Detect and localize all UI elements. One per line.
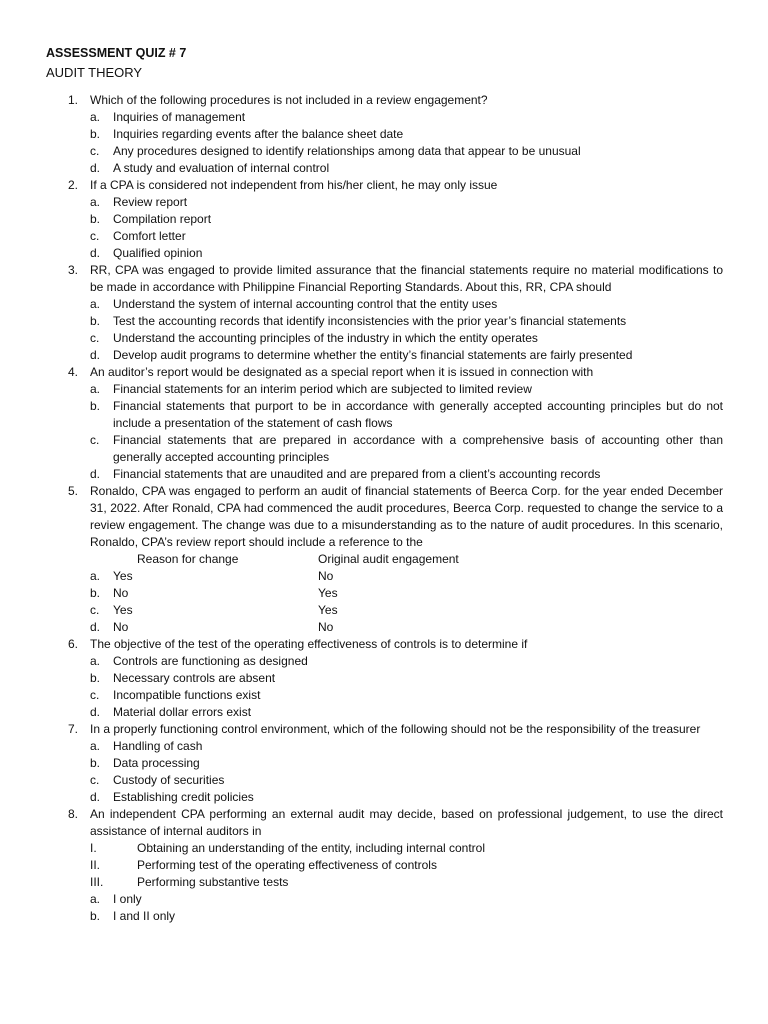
option-letter: b. [90, 671, 101, 685]
option-text: Understand the accounting principles of the industry in which the entity operates [113, 331, 538, 345]
column-header-original: Original audit engagement [318, 552, 459, 566]
option-text: Data processing [113, 756, 200, 770]
roman-numeral: I. [90, 841, 97, 855]
option-letter: d. [90, 246, 101, 260]
option-a [90, 738, 723, 755]
option-a [90, 381, 723, 398]
question-5 [46, 483, 723, 636]
roman-numeral: II. [90, 858, 101, 872]
option-text: Handling of cash [113, 739, 203, 753]
option-d [90, 466, 723, 483]
question-8 [46, 806, 723, 925]
question-number: 4. [68, 365, 79, 379]
option-a [90, 109, 723, 126]
option-b [90, 755, 723, 772]
question-2 [46, 177, 723, 262]
option-b [90, 908, 723, 925]
option-text: Material dollar errors exist [113, 705, 252, 719]
option-a [90, 194, 723, 211]
question-number: 5. [68, 484, 79, 498]
option-a [90, 568, 723, 585]
option-text: Financial statements that are unaudited and are prepared from a client’s accounting records [113, 467, 601, 481]
quiz-title: ASSESSMENT QUIZ # 7 [46, 46, 187, 60]
option-letter: b. [90, 909, 101, 923]
option-letter: a. [90, 654, 101, 668]
statement-ii [90, 857, 723, 874]
option-letter: a. [90, 110, 101, 124]
question-number: 3. [68, 263, 79, 277]
option-a [90, 653, 723, 670]
original-value: No [318, 620, 334, 634]
option-text: A study and evaluation of internal control [113, 161, 330, 175]
option-text: Comfort letter [113, 229, 186, 243]
option-letter: d. [90, 161, 101, 175]
quiz-subtitle: AUDIT THEORY [46, 65, 143, 80]
option-text: Financial statements for an interim period which are subjected to limited review [113, 382, 532, 396]
question-number: 2. [68, 178, 79, 192]
option-text: Establishing credit policies [113, 790, 254, 804]
reason-value: Yes [113, 569, 133, 583]
option-c [90, 228, 723, 245]
option-text: Inquiries of management [113, 110, 246, 124]
option-letter: b. [90, 314, 101, 328]
option-text: Review report [113, 195, 188, 209]
option-letter: b. [90, 212, 101, 226]
option-letter: c. [90, 688, 100, 702]
option-letter: c. [90, 331, 100, 345]
option-c [90, 330, 723, 347]
option-b [90, 670, 723, 687]
question-7 [46, 721, 723, 806]
question-3 [46, 262, 723, 364]
reason-value: No [113, 586, 129, 600]
option-text: Any procedures designed to identify relationships among data that appear to be unusual [113, 144, 581, 158]
option-letter: c. [90, 773, 100, 787]
statement-text: Obtaining an understanding of the entity, including internal control [137, 841, 486, 855]
option-letter: c. [90, 229, 100, 243]
option-letter: a. [90, 569, 101, 583]
option-b [90, 585, 723, 602]
option-text: Qualified opinion [113, 246, 203, 260]
option-b [90, 126, 723, 143]
option-d [90, 619, 723, 636]
statement-i [90, 840, 723, 857]
option-text: Incompatible functions exist [113, 688, 261, 702]
option-c [90, 602, 723, 619]
reason-value: No [113, 620, 129, 634]
option-b [90, 398, 723, 432]
option-letter: d. [90, 790, 101, 804]
question-number: 7. [68, 722, 79, 736]
reason-value: Yes [113, 603, 133, 617]
option-letter: c. [90, 144, 100, 158]
question-text: If a CPA is considered not independent from his/her client, he may only issue [90, 178, 498, 192]
option-text: Financial statements that purport to be in accordance with generally accepted accounting principles but do not include a presentation of the statement of cash flows [113, 399, 723, 430]
option-letter: a. [90, 382, 101, 396]
option-c [90, 432, 723, 466]
question-text: Which of the following procedures is not included in a review engagement? [90, 93, 488, 107]
question-text: An auditor’s report would be designated as a special report when it is issued in connection with [90, 365, 594, 379]
option-c [90, 772, 723, 789]
option-letter: d. [90, 467, 101, 481]
question-list [46, 92, 723, 925]
option-c [90, 143, 723, 160]
option-text: Necessary controls are absent [113, 671, 276, 685]
option-d [90, 160, 723, 177]
document-page [46, 45, 723, 925]
option-letter: b. [90, 127, 101, 141]
option-letter: a. [90, 892, 101, 906]
question-number: 1. [68, 93, 79, 107]
question-text: Ronaldo, CPA was engaged to perform an audit of financial statements of Beerca Corp. for the year ended December 31, 2022. After Ronald, CPA had commenced the audit procedures, Beerca Corp. requested to change the service to a review engagement. The change was due to a misunderstanding as to the nature of audit procedures. In this scenario, Ronaldo, CPA’s review report should include a reference to the [90, 484, 723, 549]
answer-column-headers [90, 551, 723, 568]
question-text: The objective of the test of the operating effectiveness of controls is to determine if [90, 637, 528, 651]
option-letter: d. [90, 705, 101, 719]
option-d [90, 704, 723, 721]
option-b [90, 313, 723, 330]
option-text: Controls are functioning as designed [113, 654, 308, 668]
question-4 [46, 364, 723, 483]
option-letter: b. [90, 586, 101, 600]
question-number: 6. [68, 637, 79, 651]
option-text: I only [113, 892, 142, 906]
question-6 [46, 636, 723, 721]
option-letter: c. [90, 603, 100, 617]
question-text: RR, CPA was engaged to provide limited assurance that the financial statements require no material modifications to be made in accordance with Philippine Financial Reporting Standards. About this, RR, CPA should [90, 263, 723, 294]
option-a [90, 891, 723, 908]
question-text: An independent CPA performing an external audit may decide, based on professional judgement, to use the direct assistance of internal auditors in [90, 807, 723, 838]
option-d [90, 245, 723, 262]
statement-text: Performing substantive tests [137, 875, 289, 889]
option-letter: a. [90, 195, 101, 209]
option-d [90, 789, 723, 806]
option-a [90, 296, 723, 313]
question-1 [46, 92, 723, 177]
original-value: No [318, 569, 334, 583]
option-text: Understand the system of internal accounting control that the entity uses [113, 297, 498, 311]
option-text: Develop audit programs to determine whether the entity’s financial statements are fairly presented [113, 348, 633, 362]
roman-numeral: III. [90, 875, 104, 889]
option-d [90, 347, 723, 364]
option-letter: d. [90, 620, 101, 634]
option-text: Compilation report [113, 212, 212, 226]
option-letter: d. [90, 348, 101, 362]
option-letter: c. [90, 433, 100, 447]
statement-text: Performing test of the operating effectiveness of controls [137, 858, 437, 872]
option-text: Test the accounting records that identify inconsistencies with the prior year’s financial statements [113, 314, 627, 328]
option-text: Custody of securities [113, 773, 225, 787]
statement-iii [90, 874, 723, 891]
option-letter: a. [90, 739, 101, 753]
option-b [90, 211, 723, 228]
option-text: I and II only [113, 909, 176, 923]
option-letter: a. [90, 297, 101, 311]
option-letter: b. [90, 399, 101, 413]
original-value: Yes [318, 603, 338, 617]
column-header-reason: Reason for change [137, 552, 239, 566]
original-value: Yes [318, 586, 338, 600]
option-text: Financial statements that are prepared in accordance with a comprehensive basis of accounting other than generally accepted accounting principles [113, 433, 723, 464]
option-text: Inquiries regarding events after the balance sheet date [113, 127, 404, 141]
option-c [90, 687, 723, 704]
question-text: In a properly functioning control environment, which of the following should not be the responsibility of the treasurer [90, 722, 701, 736]
option-letter: b. [90, 756, 101, 770]
question-number: 8. [68, 807, 79, 821]
